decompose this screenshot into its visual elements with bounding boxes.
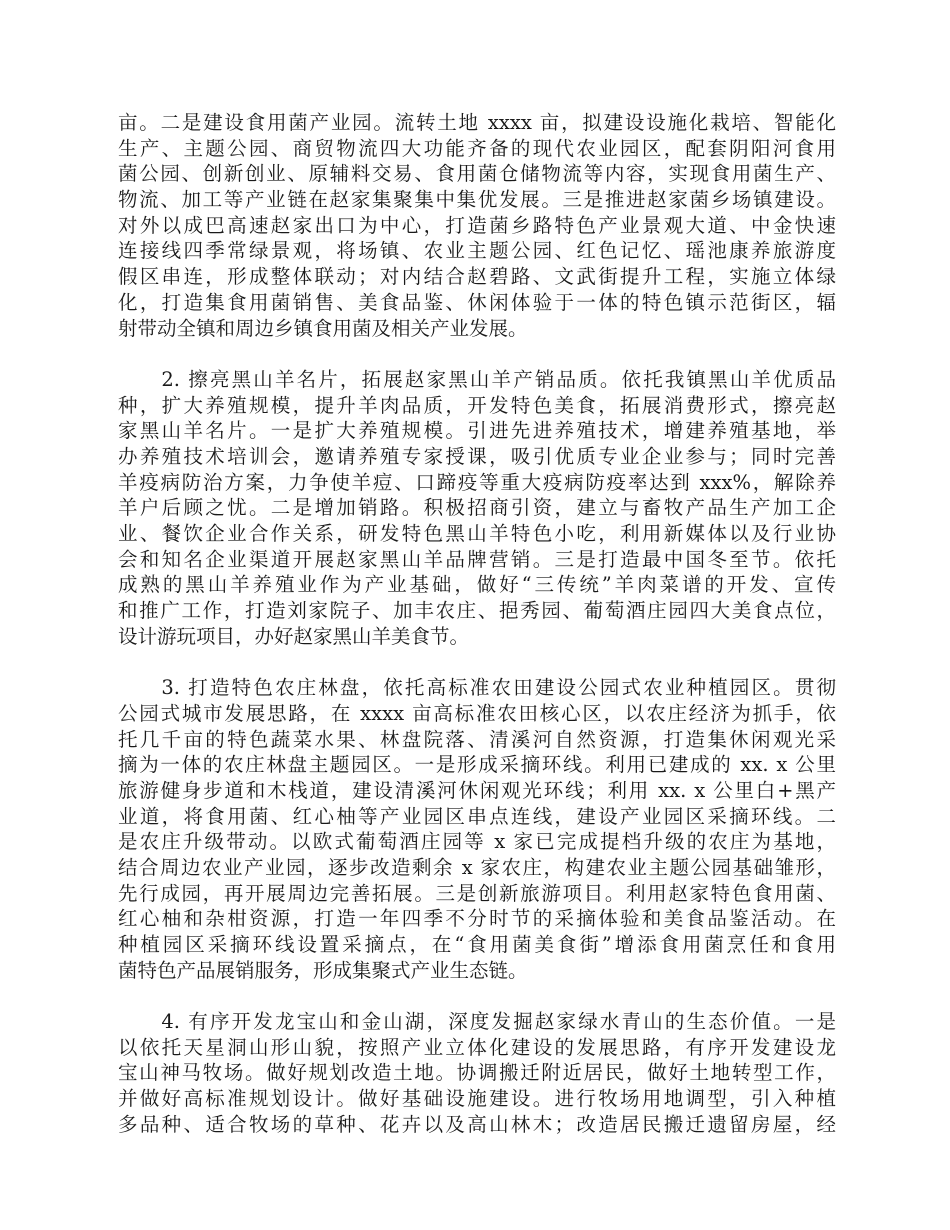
text-line: 种植园区采摘环线设置采摘点，在“食用菌美食街”增添食用菌烹任和食用: [118, 933, 836, 956]
text-line: 公园式城市发展思路，在 xxxx 亩高标准农田核心区，以农庄经济为抓手，依: [118, 701, 836, 725]
text-line: 旅游健身步道和木栈道，建设清溪河休闲观光环线；利用 xx. x 公里白+黑产: [118, 778, 836, 802]
text-line: 生产、主题公园、商贸物流四大功能齐备的现代农业园区，配套阴阳河食用: [118, 136, 836, 160]
paragraph-gap: [118, 649, 836, 675]
paragraph-2: [118, 367, 836, 650]
text-line: 多品种、适合牧场的草种、花卉以及高山林木；改造居民搬迁遗留房屋，经: [118, 1112, 836, 1136]
paragraph-3: [118, 675, 836, 983]
text-line: 设计游玩项目，办好赵家黑山羊美食节。: [118, 624, 470, 648]
text-line: 对外以成巴高速赵家出口为中心，打造菌乡路特色产业景观大道、中金快速: [118, 213, 836, 237]
text-line: 种，扩大养殖规模，提升羊肉品质，开发特色美食，拓展消费形式，擦亮赵: [118, 393, 836, 417]
text-line: 结合周边农业产业园，逐步改造剩余 x 家农庄，构建农业主题公园基础雏形，: [118, 855, 836, 879]
text-line: 2. 擦亮黑山羊名片，拓展赵家黑山羊产销品质。依托我镇黑山羊优质品: [118, 367, 836, 391]
text-line: 羊疫病防治方案，力争使羊痘、口蹄疫等重大疫病防疫率达到 xxx%，解除养: [118, 470, 836, 494]
text-line: 是农庄升级带动。以欧式葡萄酒庄园等 x 家已完成提档升级的农庄为基地，: [118, 830, 836, 854]
text-line: 以依托天星洞山形山貌，按照产业立体化建设的发展思路，有序开发建设龙: [118, 1035, 836, 1059]
text-line: 成熟的黑山羊养殖业作为产业基础，做好“三传统”羊肉菜谱的开发、宣传: [118, 573, 836, 597]
text-line: 红心柚和杂柑资源，打造一年四季不分时节的采摘体验和美食品鉴活动。在: [118, 907, 836, 931]
text-line: 和推广工作，打造刘家院子、加丰农庄、挹秀园、葡萄酒庄园四大美食点位，: [118, 599, 836, 623]
text-line: 宝山神马牧场。做好规划改造土地。协调搬迁附近居民，做好土地转型工作，: [118, 1061, 836, 1085]
text-line: 4. 有序开发龙宝山和金山湖，深度发掘赵家绿水青山的生态价值。一是: [118, 1010, 836, 1034]
paragraph-gap: [118, 983, 836, 1009]
text-line: 业、餐饮企业合作关系，研发特色黑山羊特色小吃，利用新媒体以及行业协: [118, 522, 836, 545]
text-line: 亩。二是建设食用菌产业园。流转土地 xxxx 亩，拟建设设施化栽培、智能化: [118, 111, 836, 134]
text-line: 家黑山羊名片。一是扩大养殖规模。引进先进养殖技术，增建养殖基地，举: [118, 419, 836, 443]
text-line: 先行成园，再开展周边完善拓展。三是创新旅游项目。利用赵家特色食用菌、: [118, 881, 836, 905]
document-page: [118, 110, 836, 1138]
text-line: 物流、加工等产业链在赵家集聚集中集优发展。三是推进赵家菌乡场镇建设。: [118, 188, 836, 212]
text-line: 射带动全镇和周边乡镇食用菌及相关产业发展。: [118, 316, 528, 340]
text-line: 并做好高标准规划设计。做好基础设施建设。进行牧场用地调型，引入种植: [118, 1087, 836, 1111]
text-line: 连接线四季常绿景观，将场镇、农业主题公园、红色记忆、瑶池康养旅游度: [118, 239, 836, 263]
text-line: 假区串连，形成整体联动；对内结合赵碧路、文武街提升工程，实施立体绿: [118, 265, 836, 289]
text-line: 会和知名企业渠道开展赵家黑山羊品牌营销。三是打造最中国冬至节。依托: [118, 547, 836, 571]
text-line: 摘为一体的农庄林盘主题园区。一是形成采摘环线。利用已建成的 xx. x 公里: [118, 753, 836, 777]
text-line: 菌公园、创新创业、原辅料交易、食用菌仓储物流等内容，实现食用菌生产、: [118, 162, 836, 186]
text-line: 办养殖技术培训会，邀请养殖专家授课，吸引优质专业企业参与；同时完善: [118, 444, 836, 468]
paragraph-1: [118, 110, 836, 341]
text-line: 化，打造集食用菌销售、美食品鉴、休闲体验于一体的特色镇示范街区，辐: [118, 290, 836, 314]
text-line: 菌特色产品展销服务，形成集聚式产业生态链。: [118, 958, 528, 982]
text-line: 3. 打造特色农庄林盘，依托高标准农田建设公园式农业种植园区。贯彻: [118, 676, 836, 700]
paragraph-gap: [118, 341, 836, 367]
text-line: 业道，将食用菌、红心柚等产业园区串点连线，建设产业园区采摘环线。二: [118, 804, 836, 828]
paragraph-4: [118, 1009, 836, 1137]
text-line: 托几千亩的特色蔬菜水果、林盘院落、清溪河自然资源，打造集休闲观光采: [118, 727, 836, 751]
text-line: 羊户后顾之忧。二是增加销路。积极招商引资，建立与畜牧产品生产加工企: [118, 496, 836, 520]
